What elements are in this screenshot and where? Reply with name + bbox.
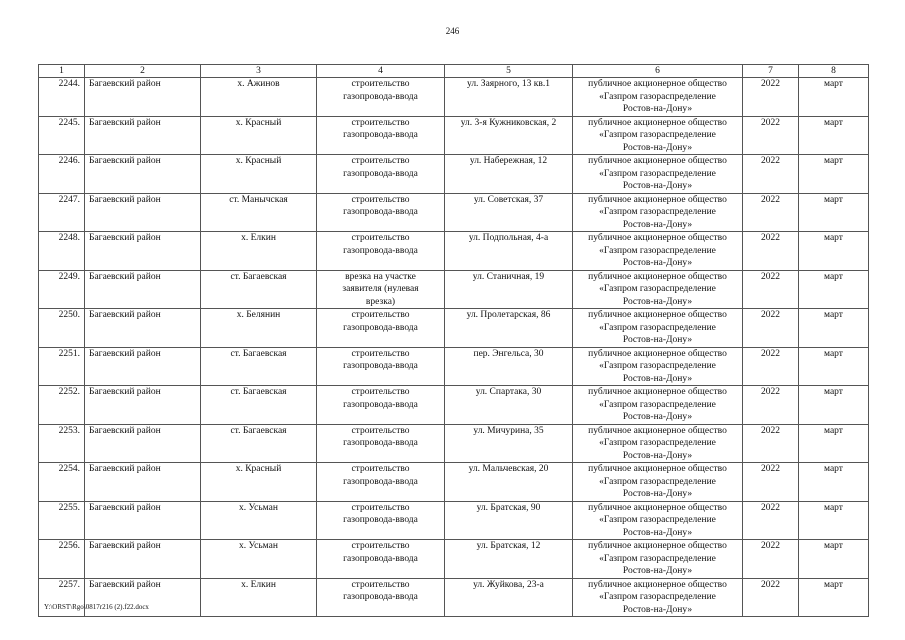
work-type-cell — [317, 78, 445, 117]
district-cell: Багаевский район — [85, 347, 201, 386]
organization-cell — [573, 501, 743, 540]
work-type-line: строительство — [351, 79, 410, 89]
work-type-line: заявителя (нулевая — [342, 284, 419, 294]
work-type-line: врезка) — [365, 296, 396, 307]
column-header: 8 — [799, 65, 869, 78]
work-type-line: газопровода-ввода — [343, 245, 418, 256]
work-type-line: газопровода-ввода — [343, 361, 418, 371]
work-type-line: газопровода-ввода — [343, 476, 418, 487]
locality-cell: х. Усьман — [201, 540, 317, 579]
work-type-line: строительство — [351, 156, 410, 166]
district-cell: Багаевский район — [85, 116, 201, 155]
locality-cell: х. Усьман — [201, 501, 317, 540]
work-type-line: строительство — [351, 464, 410, 474]
address-cell: ул. Мальчевская, 20 — [445, 463, 573, 502]
work-type-line: газопровода-ввода — [343, 399, 418, 410]
organization-line: «Газпром газораспределение — [599, 322, 716, 333]
organization-cell — [573, 193, 743, 232]
address-cell: ул. Братская, 90 — [445, 501, 573, 540]
organization-line: Ростов-на-Дону» — [622, 219, 693, 230]
month-cell: март — [799, 501, 869, 540]
address-cell: ул. Спартака, 30 — [445, 386, 573, 425]
month-cell: март — [799, 270, 869, 309]
organization-line: Ростов-на-Дону» — [622, 527, 693, 538]
locality-cell: ст. Багаевская — [201, 424, 317, 463]
month-cell: март — [799, 193, 869, 232]
address-cell: пер. Энгельса, 30 — [445, 347, 573, 386]
organization-cell — [573, 116, 743, 155]
table-row — [39, 501, 869, 540]
work-type-cell — [317, 386, 445, 425]
table-row — [39, 540, 869, 579]
work-type-cell — [317, 270, 445, 309]
district-cell: Багаевский район — [85, 232, 201, 271]
organization-cell — [573, 78, 743, 117]
month-cell: март — [799, 463, 869, 502]
month-cell: март — [799, 155, 869, 194]
organization-line: Ростов-на-Дону» — [622, 373, 693, 384]
work-type-line: газопровода-ввода — [343, 592, 418, 602]
registry-table — [38, 64, 869, 617]
locality-cell: х. Ажинов — [201, 78, 317, 117]
work-type-cell — [317, 232, 445, 271]
row-number: 2250. — [39, 309, 85, 348]
locality-cell: х. Красный — [201, 155, 317, 194]
organization-line: «Газпром газораспределение — [599, 515, 716, 525]
year-cell: 2022 — [743, 347, 799, 386]
organization-line: публичное акционерное общество — [588, 502, 727, 513]
row-number: 2246. — [39, 155, 85, 194]
organization-cell — [573, 347, 743, 386]
month-cell: март — [799, 116, 869, 155]
column-header: 1 — [39, 65, 85, 78]
month-cell: март — [799, 347, 869, 386]
row-number: 2252. — [39, 386, 85, 425]
district-cell: Багаевский район — [85, 540, 201, 579]
table-row — [39, 155, 869, 194]
column-header: 4 — [317, 65, 445, 78]
year-cell: 2022 — [743, 270, 799, 309]
month-cell: март — [799, 309, 869, 348]
district-cell: Багаевский район — [85, 424, 201, 463]
district-cell: Багаевский район — [85, 155, 201, 194]
table-row — [39, 116, 869, 155]
address-cell: ул. Заярного, 13 кв.1 — [445, 78, 573, 117]
row-number: 2245. — [39, 116, 85, 155]
district-cell: Багаевский район — [85, 386, 201, 425]
organization-line: «Газпром газораспределение — [599, 553, 716, 564]
work-type-line: строительство — [351, 502, 410, 513]
work-type-line: строительство — [351, 425, 410, 436]
organization-line: публичное акционерное общество — [588, 579, 727, 590]
organization-cell — [573, 578, 743, 617]
year-cell: 2022 — [743, 463, 799, 502]
locality-cell: ст. Багаевская — [201, 270, 317, 309]
year-cell: 2022 — [743, 116, 799, 155]
table-row — [39, 463, 869, 502]
district-cell: Багаевский район — [85, 578, 201, 617]
year-cell: 2022 — [743, 424, 799, 463]
table-row — [39, 578, 869, 617]
year-cell: 2022 — [743, 386, 799, 425]
work-type-cell — [317, 193, 445, 232]
district-cell: Багаевский район — [85, 78, 201, 117]
address-cell: ул. Пролетарская, 86 — [445, 309, 573, 348]
organization-line: публичное акционерное общество — [588, 425, 727, 436]
organization-line: «Газпром газораспределение — [599, 284, 716, 294]
work-type-cell — [317, 424, 445, 463]
organization-cell — [573, 540, 743, 579]
year-cell: 2022 — [743, 193, 799, 232]
district-cell: Багаевский район — [85, 270, 201, 309]
organization-line: Ростов-на-Дону» — [622, 335, 693, 345]
row-number: 2248. — [39, 232, 85, 271]
table-row — [39, 309, 869, 348]
work-type-line: строительство — [351, 387, 410, 397]
table-row — [39, 193, 869, 232]
work-type-cell — [317, 155, 445, 194]
work-type-line: газопровода-ввода — [343, 515, 418, 525]
organization-line: публичное акционерное общество — [588, 348, 727, 359]
column-header: 7 — [743, 65, 799, 78]
column-header: 3 — [201, 65, 317, 78]
organization-cell — [573, 270, 743, 309]
year-cell: 2022 — [743, 78, 799, 117]
month-cell: март — [799, 578, 869, 617]
column-header-row — [39, 65, 869, 78]
row-number: 2247. — [39, 193, 85, 232]
organization-line: Ростов-на-Дону» — [622, 296, 693, 307]
organization-cell — [573, 309, 743, 348]
work-type-line: строительство — [351, 541, 410, 551]
organization-line: публичное акционерное общество — [588, 310, 727, 320]
year-cell: 2022 — [743, 501, 799, 540]
footer-file-path: Y:\ORST\Rgo\0817r216 (2).f22.docx — [44, 603, 149, 611]
organization-line: Ростов-на-Дону» — [622, 412, 693, 422]
work-type-line: строительство — [351, 233, 410, 243]
organization-line: Ростов-на-Дону» — [622, 142, 693, 153]
address-cell: ул. Подпольная, 4-а — [445, 232, 573, 271]
work-type-cell — [317, 578, 445, 617]
address-cell: ул. Станичная, 19 — [445, 270, 573, 309]
organization-line: «Газпром газораспределение — [599, 130, 716, 140]
organization-line: публичное акционерное общество — [588, 156, 727, 166]
organization-line: Ростов-на-Дону» — [622, 566, 693, 576]
address-cell: ул. 3-я Кужниковская, 2 — [445, 116, 573, 155]
address-cell: ул. Братская, 12 — [445, 540, 573, 579]
address-cell: ул. Набережная, 12 — [445, 155, 573, 194]
organization-line: публичное акционерное общество — [588, 233, 727, 243]
table-body — [39, 78, 869, 617]
organization-line: Ростов-на-Дону» — [622, 450, 693, 461]
row-number: 2254. — [39, 463, 85, 502]
work-type-line: газопровода-ввода — [343, 168, 418, 179]
address-cell: ул. Мичурина, 35 — [445, 424, 573, 463]
work-type-line: газопровода-ввода — [343, 207, 418, 217]
organization-line: «Газпром газораспределение — [599, 207, 716, 217]
district-cell: Багаевский район — [85, 309, 201, 348]
year-cell: 2022 — [743, 540, 799, 579]
organization-line: публичное акционерное общество — [588, 194, 727, 205]
month-cell: март — [799, 78, 869, 117]
table-row — [39, 424, 869, 463]
locality-cell: ст. Багаевская — [201, 347, 317, 386]
organization-line: «Газпром газораспределение — [599, 438, 716, 448]
table-row — [39, 347, 869, 386]
organization-cell — [573, 155, 743, 194]
month-cell: март — [799, 540, 869, 579]
district-cell: Багаевский район — [85, 501, 201, 540]
column-header: 5 — [445, 65, 573, 78]
organization-line: публичное акционерное общество — [588, 271, 727, 282]
district-cell: Багаевский район — [85, 463, 201, 502]
address-cell: ул. Советская, 37 — [445, 193, 573, 232]
work-type-line: врезка на участке — [345, 271, 416, 282]
organization-line: Ростов-на-Дону» — [622, 104, 693, 114]
organization-cell — [573, 386, 743, 425]
row-number: 2257. — [39, 578, 85, 617]
work-type-cell — [317, 309, 445, 348]
work-type-line: газопровода-ввода — [343, 438, 418, 448]
work-type-cell — [317, 501, 445, 540]
table-row — [39, 270, 869, 309]
organization-line: «Газпром газораспределение — [599, 245, 716, 256]
locality-cell: х. Елкин — [201, 232, 317, 271]
work-type-line: строительство — [351, 310, 410, 320]
work-type-line: строительство — [351, 194, 410, 205]
month-cell: март — [799, 386, 869, 425]
row-number: 2251. — [39, 347, 85, 386]
organization-cell — [573, 424, 743, 463]
organization-line: «Газпром газораспределение — [599, 361, 716, 371]
organization-line: публичное акционерное общество — [588, 117, 727, 128]
year-cell: 2022 — [743, 309, 799, 348]
organization-line: «Газпром газораспределение — [599, 168, 716, 179]
organization-line: публичное акционерное общество — [588, 387, 727, 397]
work-type-cell — [317, 540, 445, 579]
work-type-cell — [317, 463, 445, 502]
month-cell: март — [799, 424, 869, 463]
work-type-line: газопровода-ввода — [343, 553, 418, 564]
organization-line: Ростов-на-Дону» — [622, 604, 693, 615]
table-row — [39, 232, 869, 271]
locality-cell: х. Елкин — [201, 578, 317, 617]
year-cell: 2022 — [743, 232, 799, 271]
work-type-line: строительство — [351, 348, 410, 359]
organization-line: публичное акционерное общество — [588, 79, 727, 89]
work-type-line: строительство — [351, 117, 410, 128]
row-number: 2249. — [39, 270, 85, 309]
organization-line: Ростов-на-Дону» — [622, 181, 693, 191]
work-type-cell — [317, 116, 445, 155]
locality-cell: х. Белянин — [201, 309, 317, 348]
organization-cell — [573, 232, 743, 271]
organization-line: Ростов-на-Дону» — [622, 489, 693, 499]
locality-cell: х. Красный — [201, 463, 317, 502]
table-row — [39, 78, 869, 117]
work-type-cell — [317, 347, 445, 386]
year-cell: 2022 — [743, 578, 799, 617]
year-cell: 2022 — [743, 155, 799, 194]
table-row — [39, 386, 869, 425]
organization-line: публичное акционерное общество — [588, 464, 727, 474]
district-cell: Багаевский район — [85, 193, 201, 232]
organization-cell — [573, 463, 743, 502]
locality-cell: ст. Багаевская — [201, 386, 317, 425]
work-type-line: газопровода-ввода — [343, 322, 418, 333]
month-cell: март — [799, 232, 869, 271]
organization-line: Ростов-на-Дону» — [622, 258, 693, 268]
organization-line: «Газпром газораспределение — [599, 476, 716, 487]
work-type-line: строительство — [351, 579, 410, 590]
row-number: 2256. — [39, 540, 85, 579]
organization-line: «Газпром газораспределение — [599, 399, 716, 410]
locality-cell: ст. Манычская — [201, 193, 317, 232]
column-header: 2 — [85, 65, 201, 78]
page-number: 246 — [445, 26, 460, 36]
row-number: 2255. — [39, 501, 85, 540]
organization-line: «Газпром газораспределение — [599, 592, 716, 602]
row-number: 2244. — [39, 78, 85, 117]
organization-line: публичное акционерное общество — [588, 541, 727, 551]
address-cell: ул. Жуйкова, 23-а — [445, 578, 573, 617]
locality-cell: х. Красный — [201, 116, 317, 155]
organization-line: «Газпром газораспределение — [599, 91, 716, 102]
work-type-line: газопровода-ввода — [343, 130, 418, 140]
work-type-line: газопровода-ввода — [343, 91, 418, 102]
row-number: 2253. — [39, 424, 85, 463]
column-header: 6 — [573, 65, 743, 78]
